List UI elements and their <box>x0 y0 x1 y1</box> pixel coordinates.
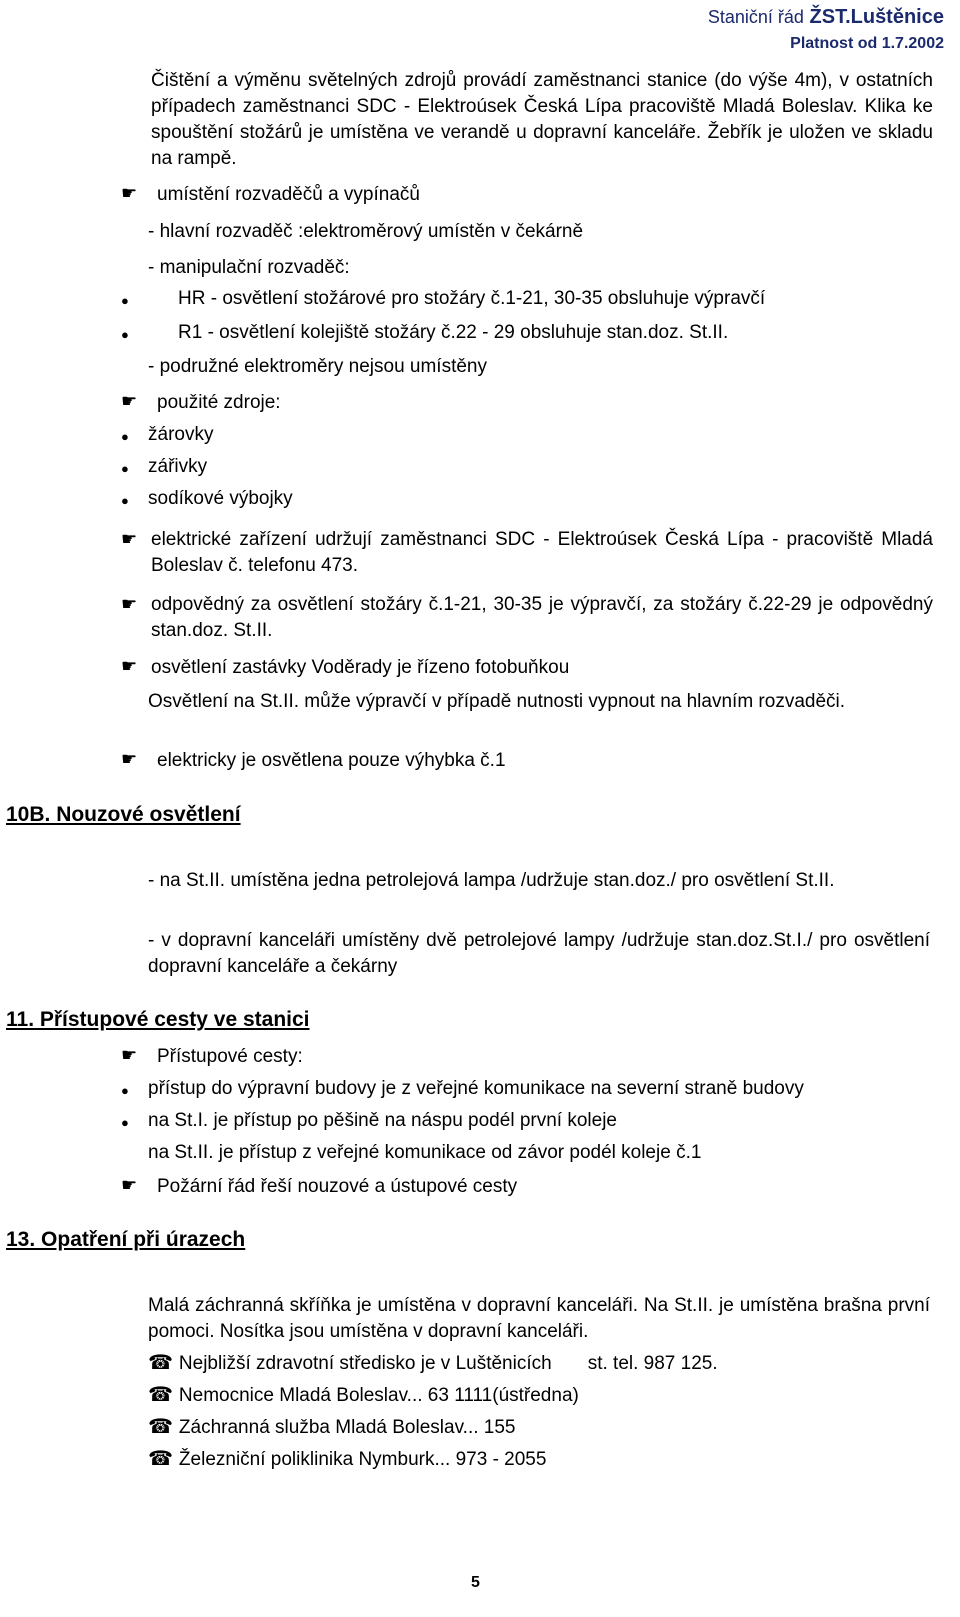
header-station-name: ŽST.Luštěnice <box>809 6 944 28</box>
bullet-icon: ● <box>121 293 129 308</box>
hr-item: HR - osvětlení stožárové pro stožáry č.1-21, 30-35 obsluhuje výpravčí <box>178 288 766 309</box>
switch-lighting: elektricky je osvětlena pouze výhybka č.1 <box>157 750 506 771</box>
contact-value: st. tel. 987 125. <box>587 1353 718 1374</box>
pointing-hand-icon: ☛ <box>121 656 138 676</box>
responsible-note: odpovědný za osvětlení stožáry č.1-21, 30-35 je výpravčí, za stožáry č.22-29 je odpovědný stan.doz. St.II. <box>151 594 933 641</box>
contact-line <box>148 1350 718 1377</box>
header-title <box>708 6 944 29</box>
bullet-icon: ● <box>121 493 129 508</box>
pointing-hand-icon: ☛ <box>121 749 138 769</box>
bullet-icon: ● <box>121 327 129 342</box>
switchboards-title: umístění rozvaděčů a vypínačů <box>157 184 420 205</box>
bullet-icon: ● <box>121 1083 129 1098</box>
phone-icon: ☎ <box>148 1416 173 1438</box>
fire-rules-note: Požární řád řeší nouzové a ústupové cesty <box>157 1176 518 1197</box>
pointing-hand-icon: ☛ <box>121 1175 138 1195</box>
contact-name: Železniční poliklinika Nymburk <box>178 1449 435 1470</box>
maintenance-note: elektrické zařízení udržují zaměstnanci SDC - Elektroúsek Česká Lípa - pracoviště Mladá Boleslav č. telefonu 473. <box>151 529 933 576</box>
section-heading-access-roads: 11. Přístupové cesty ve stanici <box>6 1008 310 1031</box>
pointing-hand-icon: ☛ <box>121 391 138 411</box>
intro-paragraph: Čištění a výměnu světelných zdrojů provádí zaměstnanci stanice (do výše 4m), v ostatních případech zaměstnanci SDC - Elektroúsek Česká Lípa pracoviště Mladá Boleslav. Klika ke spouštění stožárů je umístěna ve verandě u dopravní kanceláře. Žebřík je uložen ve skladu na rampě. <box>151 70 933 169</box>
contact-name: Nejbližší zdravotní středisko je v Luštěnicích <box>178 1353 552 1374</box>
source-item: žárovky <box>148 424 214 445</box>
pointing-hand-icon: ☛ <box>121 594 138 614</box>
header-title-lead: Staniční řád <box>707 7 804 27</box>
emergency-lighting-item: - v dopravní kanceláři umístěny dvě petrolejové lampy /udržuje stan.doz.St.I./ pro osvětlení dopravní kanceláře a čekárny <box>148 930 930 977</box>
section-heading-injuries: 13. Opatření při úrazech <box>6 1228 246 1251</box>
pointing-hand-icon: ☛ <box>121 529 138 549</box>
contact-name: Nemocnice Mladá Boleslav <box>178 1385 407 1406</box>
source-item: sodíkové výbojky <box>148 488 293 509</box>
pointing-hand-icon: ☛ <box>121 1045 138 1065</box>
sub-meters: - podružné elektroměry nejsou umístěny <box>148 356 487 377</box>
access-road-item: na St.I. je přístup po pěšině na náspu podél první koleje <box>148 1110 617 1131</box>
bullet-icon: ● <box>121 1115 129 1130</box>
contact-value: ... 63 1111(ústředna) <box>406 1385 579 1406</box>
r1-item: R1 - osvětlení kolejiště stožáry č.22 - 29 obsluhuje stan.doz. St.II. <box>178 322 729 343</box>
main-switchboard: - hlavní rozvaděč :elektroměrový umístěn v čekárně <box>148 221 584 242</box>
page-number: 5 <box>471 1574 480 1591</box>
access-road-item: na St.II. je přístup z veřejné komunikace od závor podél koleje č.1 <box>148 1142 702 1163</box>
stop-lighting: osvětlení zastávky Voděrady je řízeno fotobuňkou <box>151 657 570 678</box>
phone-icon: ☎ <box>148 1352 173 1374</box>
contact-value: ... 973 - 2055 <box>434 1449 547 1470</box>
contact-name: Záchranná služba Mladá Boleslav <box>178 1417 463 1438</box>
header-valid-from: Platnost od 1.7.2002 <box>790 35 944 52</box>
sources-title: použité zdroje: <box>157 392 281 413</box>
access-roads-title: Přístupové cesty: <box>157 1046 303 1067</box>
source-item: zářivky <box>148 456 208 477</box>
pointing-hand-icon: ☛ <box>121 183 138 203</box>
bullet-icon: ● <box>121 429 129 444</box>
stop-lighting-note: Osvětlení na St.II. může výpravčí v případě nutnosti vypnout na hlavním rozvaděči. <box>148 691 846 712</box>
phone-icon: ☎ <box>148 1448 173 1470</box>
access-road-item: přístup do výpravní budovy je z veřejné komunikace na severní straně budovy <box>148 1078 804 1099</box>
bullet-icon: ● <box>121 461 129 476</box>
section-heading-emergency-lighting: 10B. Nouzové osvětlení <box>6 803 241 826</box>
phone-icon: ☎ <box>148 1384 173 1406</box>
contact-value: ... 155 <box>462 1417 516 1438</box>
contact-line <box>148 1446 546 1473</box>
contact-line <box>148 1382 579 1409</box>
manipulation-switchboard: - manipulační rozvaděč: <box>148 257 350 278</box>
contact-line <box>148 1414 516 1441</box>
injuries-paragraph: Malá záchranná skříňka je umístěna v dopravní kanceláři. Na St.II. je umístěna brašna první pomoci. Nosítka jsou umístěna v dopravní kanceláři. <box>148 1295 930 1342</box>
emergency-lighting-item: - na St.II. umístěna jedna petrolejová lampa /udržuje stan.doz./ pro osvětlení St.II. <box>148 870 835 891</box>
